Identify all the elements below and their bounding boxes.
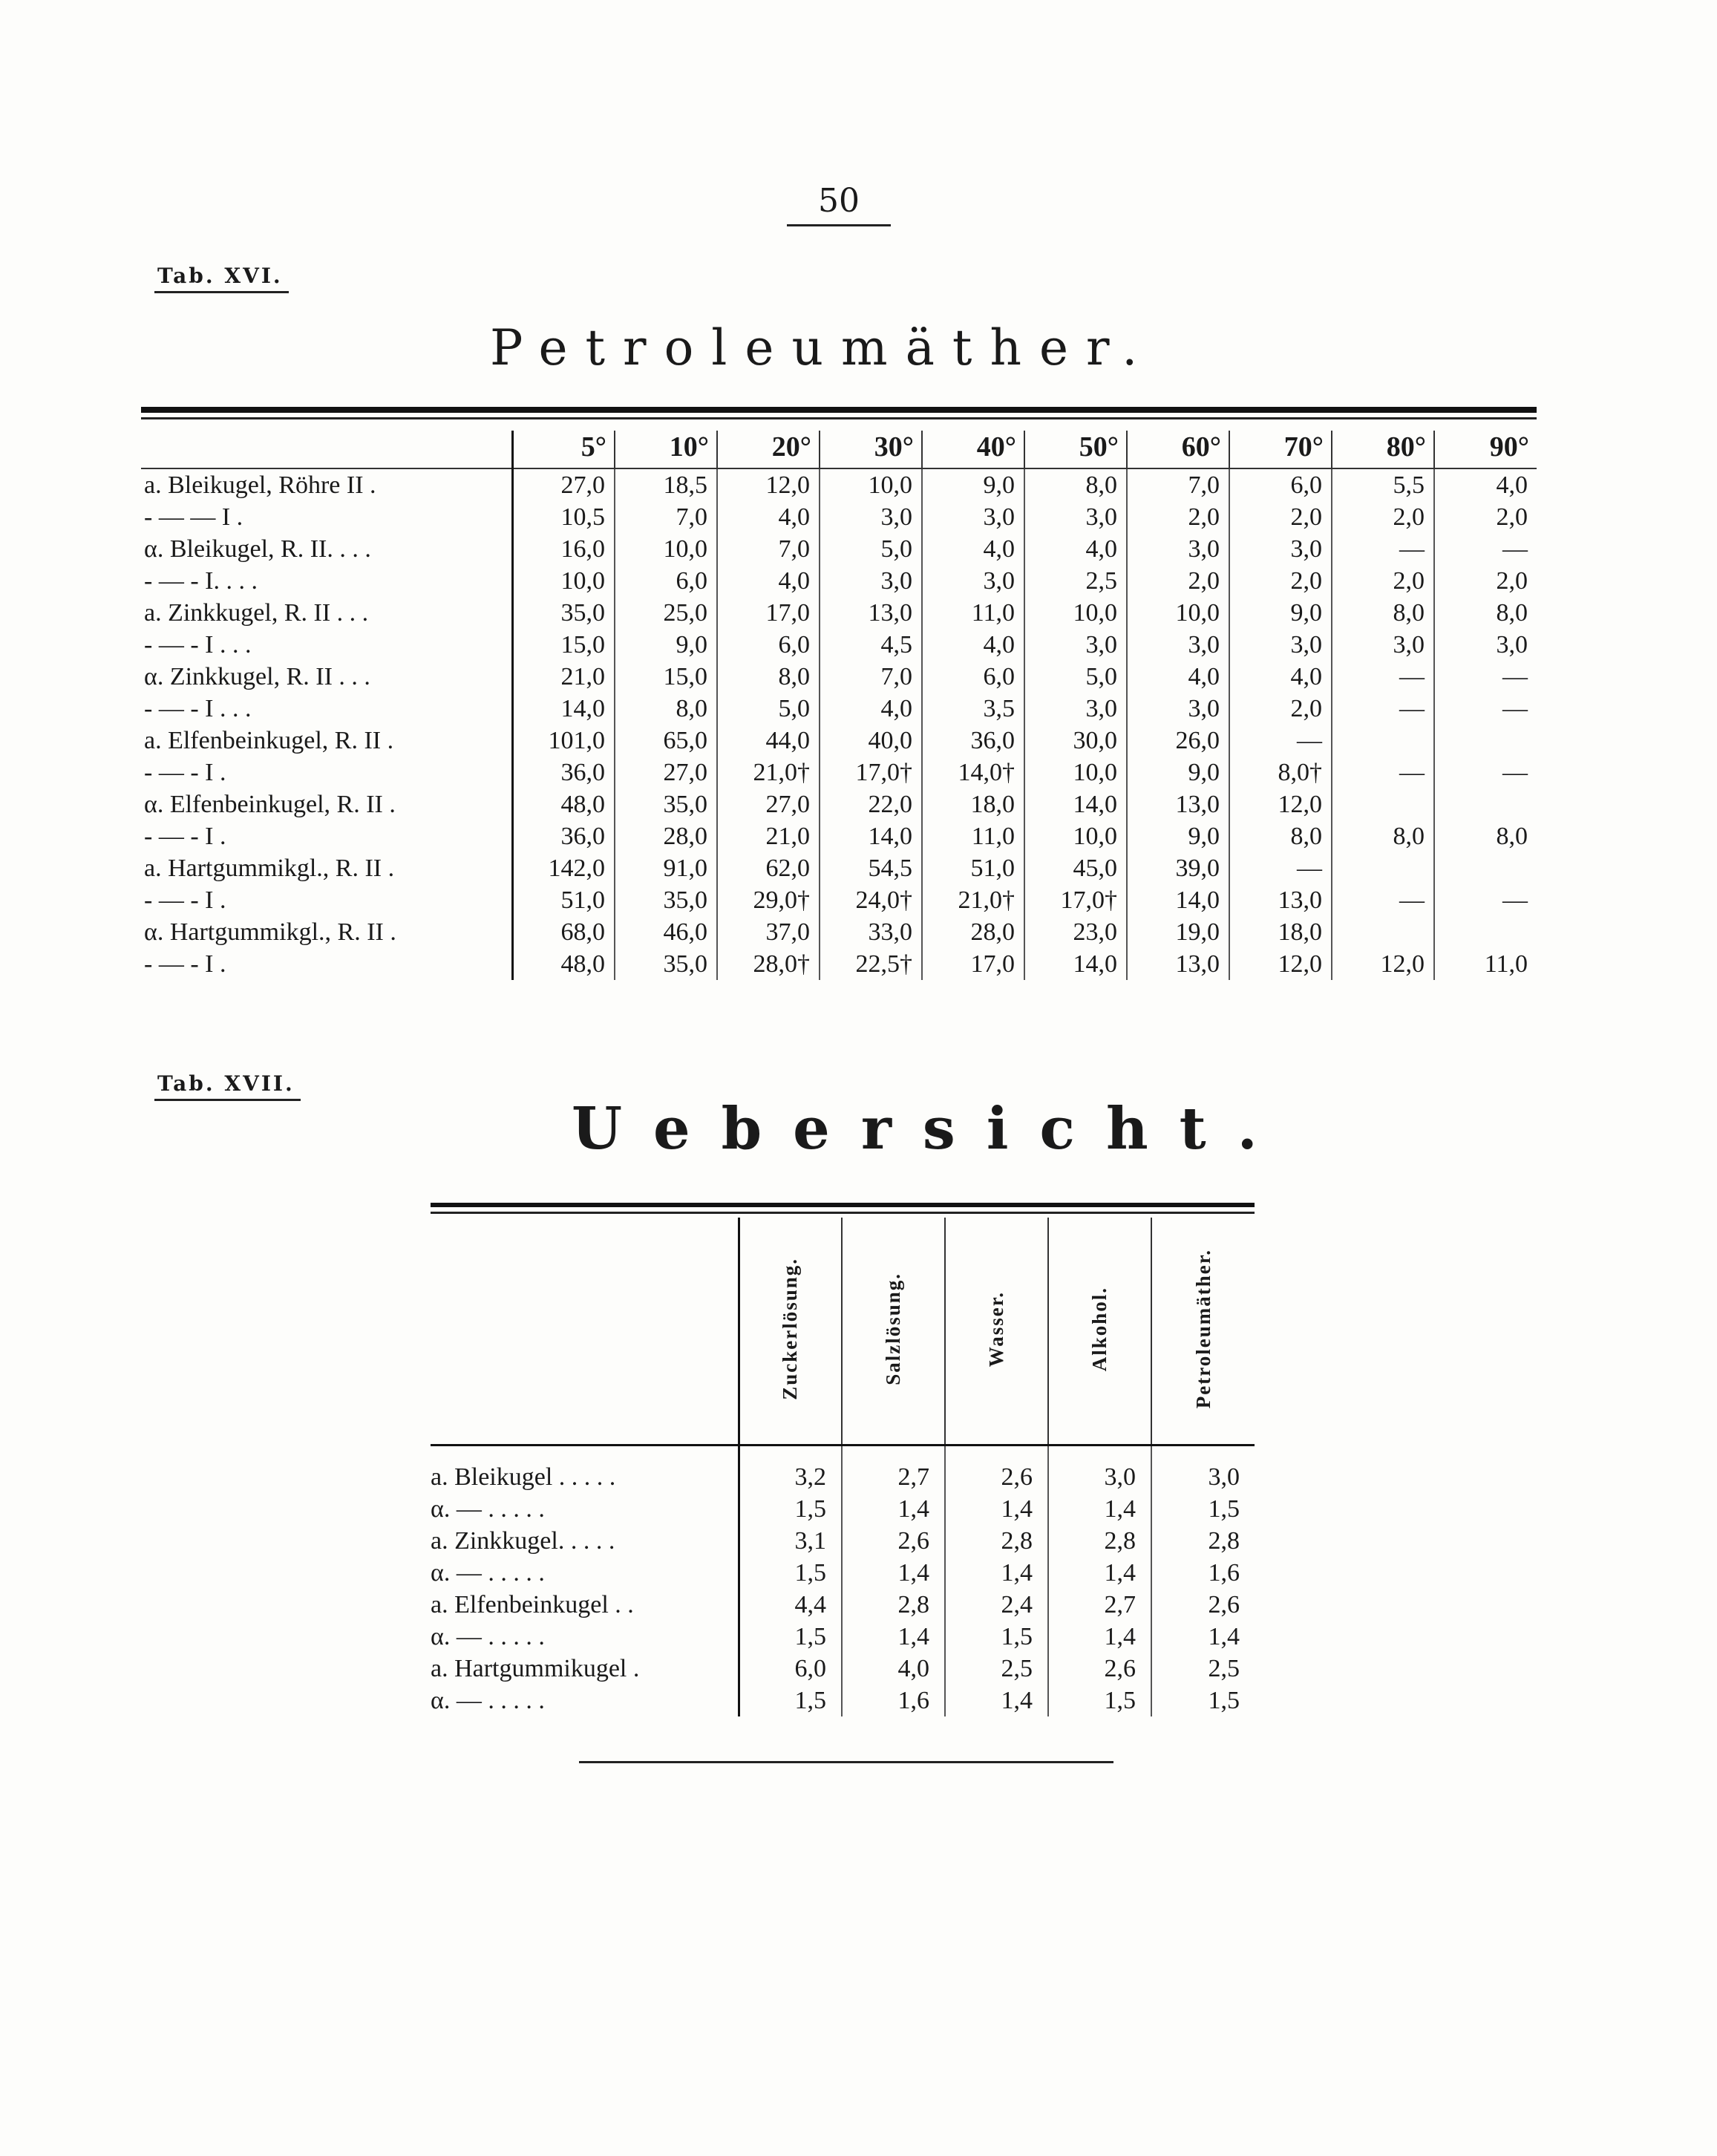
table-cell: 3,0 — [1332, 629, 1434, 661]
table-cell: 1,4 — [1048, 1493, 1151, 1525]
table-cell: 14,0 — [1024, 788, 1127, 820]
column-header: 30° — [820, 431, 922, 468]
row-label: α. Zinkkugel, R. II . . . — [144, 663, 370, 690]
table-cell: 3,0 — [922, 565, 1024, 597]
table-row — [431, 1589, 1255, 1621]
table-cell: 3,0 — [1024, 501, 1127, 533]
column-header: 10° — [615, 431, 717, 468]
table-row — [431, 1557, 1255, 1589]
table-cell: 10,0 — [615, 533, 717, 565]
table-cell: 14,0 — [1024, 948, 1127, 980]
column-header-text: Petroleumäther. — [1191, 1249, 1214, 1409]
table-cell — [1332, 788, 1434, 820]
table-cell: 2,0 — [1127, 501, 1229, 533]
table-16-title: Petroleumäther. — [490, 319, 1156, 376]
table-cell — [1332, 916, 1434, 948]
row-label: - — - I. . . . — [144, 567, 258, 595]
table-cell: 3,0 — [1048, 1446, 1151, 1494]
table-cell: — — [1332, 661, 1434, 693]
table-cell: 10,0 — [820, 468, 922, 501]
table-row — [141, 629, 1537, 661]
table-cell: 21,0† — [922, 884, 1024, 916]
table-cell: 2,0 — [1229, 693, 1332, 725]
table-cell: 14,0 — [820, 820, 922, 852]
table-cell: 2,8 — [1048, 1525, 1151, 1557]
table-cell: 1,5 — [1048, 1685, 1151, 1716]
table-cell: 10,0 — [1024, 820, 1127, 852]
table-cell: 9,0 — [1127, 820, 1229, 852]
table-cell: 10,0 — [1024, 757, 1127, 788]
table-cell: 1,5 — [1151, 1685, 1255, 1716]
table-cell: 4,0 — [717, 501, 820, 533]
table-cell: 7,0 — [1127, 468, 1229, 501]
table-cell: — — [1434, 693, 1537, 725]
table-cell: 1,4 — [842, 1557, 945, 1589]
table-cell: 5,0 — [1024, 661, 1127, 693]
table-16-top-rule — [141, 407, 1537, 413]
table-cell: 28,0 — [922, 916, 1024, 948]
table-cell: 12,0 — [1229, 948, 1332, 980]
table-cell: 2,5 — [1151, 1653, 1255, 1685]
table-cell: — — [1229, 725, 1332, 757]
table-16 — [141, 431, 1537, 980]
table-cell: 3,0 — [1024, 693, 1127, 725]
row-label: - — - I . . . — [144, 695, 252, 722]
table-cell: 45,0 — [1024, 852, 1127, 884]
table-cell: 3,0 — [1151, 1446, 1255, 1494]
table-cell: 2,0 — [1229, 501, 1332, 533]
table-cell: 3,0 — [1229, 629, 1332, 661]
table-cell: 8,0 — [717, 661, 820, 693]
table-cell: 18,5 — [615, 468, 717, 501]
table-cell: 40,0 — [820, 725, 922, 757]
table-cell: 6,0 — [615, 565, 717, 597]
table-cell — [1434, 852, 1537, 884]
table-cell — [1434, 725, 1537, 757]
table-row — [141, 533, 1537, 565]
table-cell: 3,2 — [739, 1446, 842, 1494]
table-row — [141, 565, 1537, 597]
table-17-top-rule-thin — [431, 1212, 1255, 1214]
row-label: - — - I . — [144, 886, 226, 914]
table-17-label: Tab. XVII. — [154, 1071, 301, 1101]
table-row — [141, 661, 1537, 693]
table-cell — [1332, 725, 1434, 757]
table-cell: 1,5 — [739, 1685, 842, 1716]
row-label: a. Bleikugel, Röhre II . — [144, 471, 376, 499]
table-cell: 6,0 — [922, 661, 1024, 693]
table-cell: 14,0 — [1127, 884, 1229, 916]
table-cell: 8,0 — [1434, 597, 1537, 629]
table-cell — [1434, 788, 1537, 820]
row-label: α. — . . . . . — [431, 1623, 545, 1650]
table-cell: 46,0 — [615, 916, 717, 948]
table-row — [141, 597, 1537, 629]
table-cell: 2,6 — [1048, 1653, 1151, 1685]
table-cell: 48,0 — [512, 948, 615, 980]
table-cell: 35,0 — [615, 884, 717, 916]
table-cell: 4,0 — [1024, 533, 1127, 565]
table-cell: 65,0 — [615, 725, 717, 757]
table-17-header-label — [431, 1218, 739, 1446]
table-cell: 9,0 — [615, 629, 717, 661]
table-cell: 48,0 — [512, 788, 615, 820]
table-cell: — — [1332, 693, 1434, 725]
table-row — [141, 501, 1537, 533]
table-cell: 8,0 — [1332, 597, 1434, 629]
table-cell: 21,0 — [512, 661, 615, 693]
table-cell: — — [1332, 757, 1434, 788]
column-header — [1048, 1218, 1151, 1446]
table-cell: 26,0 — [1127, 725, 1229, 757]
table-cell: 13,0 — [1127, 788, 1229, 820]
table-row — [141, 788, 1537, 820]
row-label: - — - I . — [144, 823, 226, 850]
table-cell: 8,0 — [615, 693, 717, 725]
table-17 — [431, 1218, 1255, 1716]
row-label: a. Zinkkugel. . . . . — [431, 1527, 615, 1555]
table-cell: 7,0 — [717, 533, 820, 565]
table-cell: 4,0 — [1127, 661, 1229, 693]
table-cell: 15,0 — [512, 629, 615, 661]
row-label: a. Hartgummikgl., R. II . — [144, 855, 395, 882]
table-cell: 28,0 — [615, 820, 717, 852]
table-cell: 17,0 — [922, 948, 1024, 980]
table-row — [141, 757, 1537, 788]
table-cell: 2,8 — [1151, 1525, 1255, 1557]
table-row — [141, 820, 1537, 852]
table-cell: 15,0 — [615, 661, 717, 693]
table-cell: 9,0 — [1127, 757, 1229, 788]
row-label: - — - I . — [144, 950, 226, 978]
table-16-header-row — [141, 431, 1537, 468]
table-cell: 44,0 — [717, 725, 820, 757]
table-cell: 17,0† — [1024, 884, 1127, 916]
column-header: 70° — [1229, 431, 1332, 468]
table-cell: 36,0 — [922, 725, 1024, 757]
column-header: 60° — [1127, 431, 1229, 468]
table-cell: 3,0 — [820, 501, 922, 533]
table-cell: 68,0 — [512, 916, 615, 948]
table-cell: 23,0 — [1024, 916, 1127, 948]
table-cell: 13,0 — [820, 597, 922, 629]
row-label: α. Elfenbeinkugel, R. II . — [144, 791, 396, 818]
table-cell: 1,6 — [842, 1685, 945, 1716]
table-cell: 24,0† — [820, 884, 922, 916]
table-cell: 11,0 — [1434, 948, 1537, 980]
page-number: 50 — [787, 182, 891, 226]
table-cell: 1,6 — [1151, 1557, 1255, 1589]
table-cell: 3,0 — [1127, 533, 1229, 565]
table-cell: 16,0 — [512, 533, 615, 565]
column-header: 20° — [717, 431, 820, 468]
table-cell: 1,5 — [739, 1557, 842, 1589]
table-cell: 4,0 — [1229, 661, 1332, 693]
table-cell: 37,0 — [717, 916, 820, 948]
table-cell: 11,0 — [922, 597, 1024, 629]
table-cell: 17,0† — [820, 757, 922, 788]
table-16-body — [141, 468, 1537, 980]
table-cell: 10,5 — [512, 501, 615, 533]
table-cell: — — [1229, 852, 1332, 884]
row-label: α. Bleikugel, R. II. . . . — [144, 535, 371, 563]
row-label: a. Zinkkugel, R. II . . . — [144, 599, 369, 627]
table-row — [431, 1446, 1255, 1494]
table-cell: 13,0 — [1127, 948, 1229, 980]
table-cell: 19,0 — [1127, 916, 1229, 948]
column-header-text: Zuckerlösung. — [779, 1258, 802, 1400]
table-cell: 4,0 — [717, 565, 820, 597]
table-cell: 1,5 — [945, 1621, 1048, 1653]
column-header — [945, 1218, 1048, 1446]
table-cell: 7,0 — [820, 661, 922, 693]
table-cell: 29,0† — [717, 884, 820, 916]
table-cell: 3,0 — [1024, 629, 1127, 661]
table-row — [431, 1621, 1255, 1653]
table-cell: 101,0 — [512, 725, 615, 757]
table-cell: 2,6 — [1151, 1589, 1255, 1621]
table-cell: 25,0 — [615, 597, 717, 629]
table-row — [431, 1653, 1255, 1685]
table-cell: 18,0 — [922, 788, 1024, 820]
table-cell: 1,4 — [1151, 1621, 1255, 1653]
table-cell: 1,5 — [1151, 1493, 1255, 1525]
table-cell: 13,0 — [1229, 884, 1332, 916]
table-cell: 2,8 — [945, 1525, 1048, 1557]
table-cell: — — [1434, 533, 1537, 565]
column-header: 40° — [922, 431, 1024, 468]
table-cell: 27,0 — [717, 788, 820, 820]
table-cell: 35,0 — [512, 597, 615, 629]
table-cell: 4,4 — [739, 1589, 842, 1621]
table-row — [431, 1685, 1255, 1716]
row-label: - — - I . — [144, 759, 226, 786]
table-cell: 22,0 — [820, 788, 922, 820]
table-cell: 7,0 — [615, 501, 717, 533]
table-cell: 10,0 — [1127, 597, 1229, 629]
table-cell: 10,0 — [1024, 597, 1127, 629]
row-label: α. — . . . . . — [431, 1687, 545, 1714]
table-cell: — — [1434, 884, 1537, 916]
table-cell: 2,6 — [842, 1525, 945, 1557]
table-cell: 6,0 — [739, 1653, 842, 1685]
table-cell: 17,0 — [717, 597, 820, 629]
table-cell: 30,0 — [1024, 725, 1127, 757]
table-cell: 2,0 — [1127, 565, 1229, 597]
table-cell: 9,0 — [922, 468, 1024, 501]
table-cell: 4,0 — [922, 533, 1024, 565]
table-cell: 4,0 — [922, 629, 1024, 661]
table-17-body — [431, 1446, 1255, 1717]
table-cell: 3,0 — [1434, 629, 1537, 661]
table-row — [431, 1493, 1255, 1525]
table-cell: 6,0 — [717, 629, 820, 661]
table-cell: 28,0† — [717, 948, 820, 980]
table-cell: 12,0 — [1332, 948, 1434, 980]
table-cell: 36,0 — [512, 820, 615, 852]
table-row — [141, 916, 1537, 948]
row-label: a. Bleikugel . . . . . — [431, 1463, 616, 1491]
table-cell: 11,0 — [922, 820, 1024, 852]
table-cell: 21,0 — [717, 820, 820, 852]
table-cell: 3,0 — [1229, 533, 1332, 565]
table-row — [141, 884, 1537, 916]
column-header-text: Wasser. — [985, 1290, 1007, 1368]
table-16-header-label — [141, 431, 512, 468]
table-cell: 1,4 — [1048, 1621, 1151, 1653]
table-17-top-rule — [431, 1203, 1255, 1207]
table-cell: 8,0 — [1332, 820, 1434, 852]
table-cell: 4,0 — [1434, 468, 1537, 501]
table-17-bottom-rule — [579, 1761, 1113, 1763]
table-cell: 2,4 — [945, 1589, 1048, 1621]
column-header-text: Salzlösung. — [882, 1273, 904, 1385]
column-header: 80° — [1332, 431, 1434, 468]
column-header: 50° — [1024, 431, 1127, 468]
column-header — [842, 1218, 945, 1446]
table-cell: — — [1332, 884, 1434, 916]
table-cell: 1,5 — [739, 1621, 842, 1653]
table-cell: 54,5 — [820, 852, 922, 884]
column-header-text: Alkohol. — [1088, 1286, 1111, 1372]
table-cell: 1,4 — [945, 1557, 1048, 1589]
table-cell: 8,0 — [1229, 820, 1332, 852]
table-cell: 3,0 — [922, 501, 1024, 533]
table-cell: 14,0† — [922, 757, 1024, 788]
table-cell: 4,5 — [820, 629, 922, 661]
table-cell: 6,0 — [1229, 468, 1332, 501]
table-cell: 27,0 — [512, 468, 615, 501]
column-header — [1151, 1218, 1255, 1446]
table-row — [141, 725, 1537, 757]
table-cell: 2,5 — [945, 1653, 1048, 1685]
table-cell: 1,4 — [1048, 1557, 1151, 1589]
table-cell: 2,0 — [1434, 501, 1537, 533]
column-header — [739, 1218, 842, 1446]
table-cell: 33,0 — [820, 916, 922, 948]
row-label: - — — I . — [144, 503, 243, 531]
table-cell: 51,0 — [922, 852, 1024, 884]
table-cell: 8,0† — [1229, 757, 1332, 788]
table-cell: 12,0 — [717, 468, 820, 501]
row-label: a. Elfenbeinkugel, R. II . — [144, 727, 394, 754]
table-row — [141, 948, 1537, 980]
table-cell: 18,0 — [1229, 916, 1332, 948]
row-label: - — - I . . . — [144, 631, 252, 659]
row-label: α. Hartgummikgl., R. II . — [144, 918, 396, 946]
table-cell: 142,0 — [512, 852, 615, 884]
table-cell: 12,0 — [1229, 788, 1332, 820]
table-cell: 3,0 — [820, 565, 922, 597]
row-label: a. Hartgummikugel . — [431, 1655, 640, 1682]
table-cell: 5,0 — [820, 533, 922, 565]
table-cell: 4,0 — [842, 1653, 945, 1685]
row-label: a. Elfenbeinkugel . . — [431, 1591, 634, 1618]
table-cell: 2,8 — [842, 1589, 945, 1621]
table-cell: 8,0 — [1434, 820, 1537, 852]
table-cell: 3,1 — [739, 1525, 842, 1557]
table-row — [141, 852, 1537, 884]
table-cell: 10,0 — [512, 565, 615, 597]
table-cell: 21,0† — [717, 757, 820, 788]
table-cell: 5,5 — [1332, 468, 1434, 501]
table-cell: 39,0 — [1127, 852, 1229, 884]
table-cell: 22,5† — [820, 948, 922, 980]
row-label: α. — . . . . . — [431, 1495, 545, 1523]
table-cell: 3,0 — [1127, 693, 1229, 725]
table-cell: 1,4 — [842, 1493, 945, 1525]
table-cell: 2,0 — [1434, 565, 1537, 597]
table-cell: 3,0 — [1127, 629, 1229, 661]
table-row — [141, 468, 1537, 501]
table-16-label: Tab. XVI. — [154, 264, 289, 293]
table-cell: 14,0 — [512, 693, 615, 725]
table-cell: — — [1332, 533, 1434, 565]
table-cell: 1,4 — [945, 1685, 1048, 1716]
table-cell: 51,0 — [512, 884, 615, 916]
table-cell — [1332, 852, 1434, 884]
table-cell: 1,4 — [945, 1493, 1048, 1525]
table-cell: 1,4 — [842, 1621, 945, 1653]
table-cell: 91,0 — [615, 852, 717, 884]
table-cell: 27,0 — [615, 757, 717, 788]
table-cell: 2,5 — [1024, 565, 1127, 597]
table-cell: 2,0 — [1229, 565, 1332, 597]
table-cell: 9,0 — [1229, 597, 1332, 629]
table-cell: 3,5 — [922, 693, 1024, 725]
column-header: 5° — [512, 431, 615, 468]
table-17-header-row — [431, 1218, 1255, 1446]
table-cell: 35,0 — [615, 948, 717, 980]
table-cell: 8,0 — [1024, 468, 1127, 501]
table-cell: 62,0 — [717, 852, 820, 884]
table-16-top-rule-thin — [141, 417, 1537, 419]
column-header: 90° — [1434, 431, 1537, 468]
table-cell: — — [1434, 757, 1537, 788]
table-row — [431, 1525, 1255, 1557]
table-cell: 2,7 — [842, 1446, 945, 1494]
table-17-title: Uebersicht. — [572, 1095, 1289, 1163]
table-cell: 2,0 — [1332, 565, 1434, 597]
table-cell: 35,0 — [615, 788, 717, 820]
table-cell — [1434, 916, 1537, 948]
table-cell: 1,5 — [739, 1493, 842, 1525]
table-cell: 2,6 — [945, 1446, 1048, 1494]
table-cell: 4,0 — [820, 693, 922, 725]
row-label: α. — . . . . . — [431, 1559, 545, 1587]
table-row — [141, 693, 1537, 725]
table-cell: 2,7 — [1048, 1589, 1151, 1621]
table-cell: 5,0 — [717, 693, 820, 725]
table-cell: 2,0 — [1332, 501, 1434, 533]
table-cell: — — [1434, 661, 1537, 693]
table-cell: 36,0 — [512, 757, 615, 788]
